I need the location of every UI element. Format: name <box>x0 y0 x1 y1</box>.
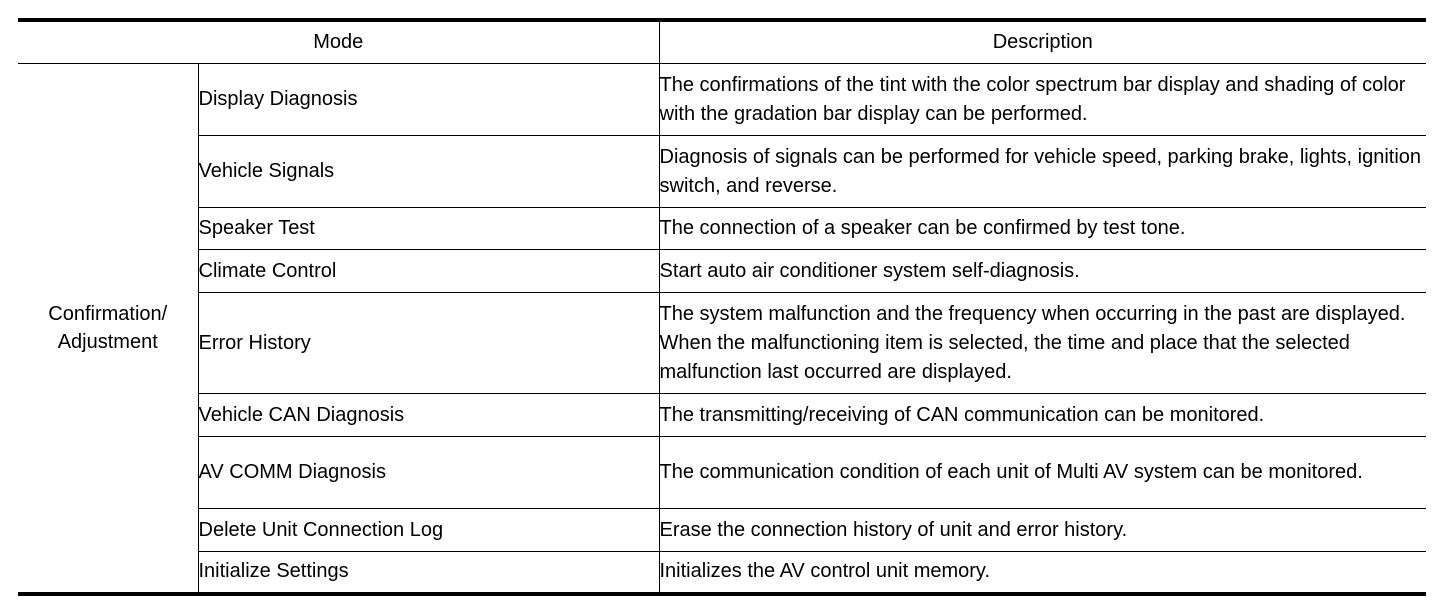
mode-column-header: Mode <box>18 20 659 64</box>
description-cell: The connection of a speaker can be confirmed by test tone. <box>659 208 1426 250</box>
description-cell: The transmitting/receiving of CAN communication can be monitored. <box>659 394 1426 437</box>
mode-cell: Display Diagnosis <box>198 64 659 136</box>
description-cell: The confirmations of the tint with the color spectrum bar display and shading of color with the gradation bar display can be performed. <box>659 64 1426 136</box>
mode-cell: Error History <box>198 293 659 394</box>
description-column-header: Description <box>659 20 1426 64</box>
description-cell: Erase the connection history of unit and error history. <box>659 509 1426 552</box>
table-row <box>18 552 1426 594</box>
description-cell: Initializes the AV control unit memory. <box>659 552 1426 594</box>
mode-cell: AV COMM Diagnosis <box>198 437 659 509</box>
group-label-line2: Adjustment <box>57 330 158 353</box>
table-row <box>18 250 1426 293</box>
mode-cell: Climate Control <box>198 250 659 293</box>
table-row <box>18 136 1426 208</box>
mode-cell: Vehicle Signals <box>198 136 659 208</box>
group-label-cell <box>18 64 198 594</box>
mode-cell: Delete Unit Connection Log <box>198 509 659 552</box>
description-cell: The system malfunction and the frequency when occurring in the past are displayed. When the malfunctioning item is selected, the time and place that the selected malfunction last occurred are displayed. <box>659 293 1426 394</box>
table-row <box>18 509 1426 552</box>
group-label-line1: Confirmation/ <box>48 302 168 325</box>
mode-cell: Speaker Test <box>198 208 659 250</box>
description-cell: Diagnosis of signals can be performed for vehicle speed, parking brake, lights, ignition switch, and reverse. <box>659 136 1426 208</box>
table-row <box>18 208 1426 250</box>
table-row <box>18 437 1426 509</box>
table-row <box>18 64 1426 136</box>
description-cell: The communication condition of each unit of Multi AV system can be monitored. <box>659 437 1426 509</box>
header-row <box>18 20 1426 64</box>
mode-cell: Initialize Settings <box>198 552 659 594</box>
mode-description-table <box>18 18 1426 596</box>
description-cell: Start auto air conditioner system self-diagnosis. <box>659 250 1426 293</box>
mode-cell: Vehicle CAN Diagnosis <box>198 394 659 437</box>
table-row <box>18 293 1426 394</box>
table-row <box>18 394 1426 437</box>
